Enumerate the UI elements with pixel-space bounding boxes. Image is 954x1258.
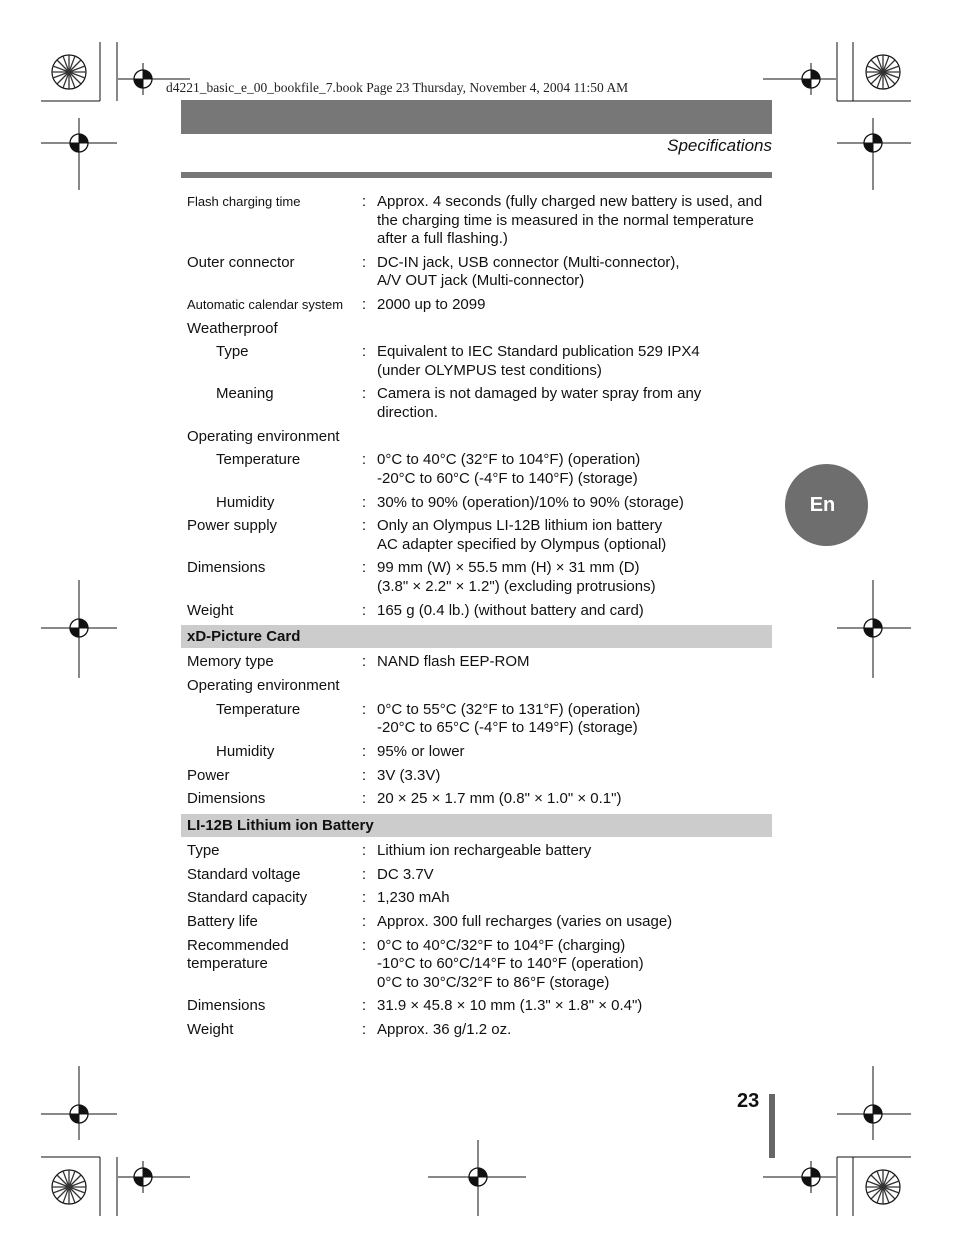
header-rule	[181, 172, 772, 178]
spec-row	[181, 937, 772, 998]
spec-value	[372, 451, 772, 488]
spec-row	[181, 517, 772, 559]
spec-value-line: Only an Olympus LI-12B lithium ion battery	[377, 517, 663, 535]
spec-value	[372, 602, 772, 621]
spec-value-line: Equivalent to IEC Standard publication 529 IPX4	[377, 343, 700, 361]
spec-row	[181, 343, 772, 385]
spec-colon: :	[361, 343, 367, 361]
spec-value-line: (3.8" × 2.2" × 1.2") (excluding protrusions)	[377, 577, 656, 595]
spec-label: Weight	[187, 1021, 234, 1038]
spec-colon: :	[361, 653, 367, 671]
spec-row	[181, 767, 772, 791]
spec-value-line: A/V OUT jack (Multi-connector)	[377, 272, 585, 290]
spec-label: Humidity	[216, 742, 275, 760]
spec-value	[372, 494, 772, 513]
spec-value-line: 0°C to 55°C (32°F to 131°F) (operation)	[377, 700, 641, 718]
section-header-xd-picture-card: xD-Picture Card	[181, 625, 772, 648]
spec-value-line: 95% or lower	[377, 742, 465, 760]
spec-row	[181, 913, 772, 937]
spec-colon: :	[361, 559, 367, 577]
spec-row	[181, 790, 772, 814]
spec-group-camera	[181, 193, 772, 625]
spec-value-line: the charging time is measured in the normal temperature	[377, 211, 754, 229]
spec-value-line: 0°C to 40°C/32°F to 104°F (charging)	[377, 936, 626, 954]
spec-value-line: AC adapter specified by Olympus (optional)	[377, 535, 667, 553]
spec-label: Automatic calendar system	[187, 296, 344, 312]
spec-colon: :	[361, 700, 367, 718]
spec-value-line: direction.	[377, 403, 438, 421]
spec-label: Operating environment	[187, 676, 340, 694]
spec-group-battery	[181, 842, 772, 1045]
spec-row	[181, 451, 772, 493]
page-number: 23	[737, 1090, 760, 1112]
bookfile-info: d4221_basic_e_00_bookfile_7.book Page 23 Thursday, November 4, 2004 11:50 AM	[166, 80, 629, 95]
spec-row	[181, 296, 772, 320]
spec-value-line: Camera is not damaged by water spray from any	[377, 385, 702, 403]
spec-value	[372, 385, 772, 422]
spec-label: Outer connector	[187, 253, 295, 271]
spec-value-line: -20°C to 60°C (-4°F to 140°F) (storage)	[377, 469, 638, 487]
spec-label: Temperature	[216, 700, 301, 718]
spec-label: Battery life	[187, 912, 258, 930]
spec-value	[372, 866, 772, 885]
spec-colon: :	[361, 1021, 367, 1038]
spec-colon: :	[361, 865, 367, 883]
spec-row	[181, 997, 772, 1021]
spec-value-line: DC 3.7V	[377, 865, 434, 883]
spec-row	[181, 701, 772, 743]
spec-value	[372, 1021, 772, 1040]
spec-value	[372, 254, 772, 291]
spec-colon: :	[361, 766, 367, 784]
spec-value-line: 2000 up to 2099	[377, 295, 486, 313]
spec-label: Meaning	[216, 385, 274, 403]
spec-value-line: 165 g (0.4 lb.) (without battery and card)	[377, 601, 644, 619]
spec-colon: :	[361, 493, 367, 511]
spec-value	[372, 790, 772, 809]
spec-label: Weight	[187, 601, 234, 619]
section-title: Specifications	[667, 136, 772, 155]
spec-label: Humidity	[216, 493, 275, 511]
spec-colon: :	[361, 790, 367, 808]
spec-row	[181, 385, 772, 427]
spec-value	[372, 937, 772, 993]
spec-group-xd	[181, 653, 772, 814]
spec-label: Flash charging time	[187, 194, 301, 209]
spec-row	[181, 193, 772, 254]
spec-colon: :	[361, 936, 367, 954]
spec-value	[372, 842, 772, 861]
spec-row	[181, 428, 772, 452]
spec-value	[372, 701, 772, 738]
spec-colon: :	[361, 912, 367, 930]
spec-value	[372, 889, 772, 908]
spec-label: Dimensions	[187, 559, 266, 577]
spec-label: Recommended temperature	[187, 936, 289, 973]
spec-label: Standard capacity	[187, 889, 308, 907]
spec-colon: :	[361, 997, 367, 1015]
spec-value	[372, 767, 772, 786]
spec-colon: :	[361, 742, 367, 760]
spec-row	[181, 889, 772, 913]
spec-value	[372, 296, 772, 315]
spec-value-line: after a full flashing.)	[377, 230, 508, 247]
spec-value-line: 30% to 90% (operation)/10% to 90% (storage)	[377, 493, 684, 511]
spec-row	[181, 743, 772, 767]
spec-colon: :	[361, 517, 367, 535]
spec-value-line: -20°C to 65°C (-4°F to 149°F) (storage)	[377, 719, 638, 737]
spec-label: Dimensions	[187, 790, 266, 808]
spec-value-line: -10°C to 60°C/14°F to 140°F (operation)	[377, 955, 644, 973]
spec-value	[372, 343, 772, 380]
spec-value-line: Approx. 36 g/1.2 oz.	[377, 1021, 512, 1038]
spec-label: Type	[216, 343, 249, 361]
spec-value	[372, 193, 772, 249]
spec-label: Operating environment	[187, 427, 340, 445]
spec-colon: :	[361, 889, 367, 907]
spec-label: Dimensions	[187, 997, 266, 1015]
language-tab-label: En	[809, 493, 836, 516]
spec-value-line: 1,230 mAh	[377, 889, 450, 907]
spec-value-line: 3V (3.3V)	[377, 766, 441, 784]
spec-value	[372, 559, 772, 596]
page-number-bar	[769, 1094, 775, 1158]
spec-value	[372, 997, 772, 1016]
spec-colon: :	[361, 841, 367, 859]
spec-colon: :	[361, 385, 367, 403]
spec-value-line: (under OLYMPUS test conditions)	[377, 361, 602, 379]
spec-table	[181, 193, 772, 1045]
spec-label: Memory type	[187, 653, 274, 671]
spec-row	[181, 559, 772, 601]
spec-value	[372, 913, 772, 932]
spec-colon: :	[361, 601, 367, 619]
spec-colon: :	[361, 253, 367, 271]
language-tab	[785, 464, 868, 546]
spec-value-line: 0°C to 40°C (32°F to 104°F) (operation)	[377, 451, 641, 469]
spec-colon: :	[361, 451, 367, 469]
header-bar	[181, 100, 772, 134]
spec-label: Type	[187, 841, 220, 859]
spec-row	[181, 842, 772, 866]
spec-value-line: Approx. 4 seconds (fully charged new battery is used, and	[377, 193, 763, 210]
spec-value-line: NAND flash EEP-ROM	[377, 653, 530, 671]
spec-value-line: DC-IN jack, USB connector (Multi-connector),	[377, 253, 680, 271]
section-header-battery: LI-12B Lithium ion Battery	[181, 814, 772, 837]
spec-value-line: Approx. 300 full recharges (varies on usage)	[377, 912, 673, 930]
spec-label: Power supply	[187, 517, 278, 535]
spec-value	[372, 517, 772, 554]
spec-row	[181, 320, 772, 344]
spec-value	[372, 653, 772, 672]
spec-label: Temperature	[216, 451, 301, 469]
spec-row	[181, 602, 772, 626]
spec-label: Power	[187, 766, 230, 784]
spec-row	[181, 653, 772, 677]
spec-value-line: 31.9 × 45.8 × 10 mm (1.3" × 1.8" × 0.4")	[377, 997, 643, 1015]
spec-value-line: 99 mm (W) × 55.5 mm (H) × 31 mm (D)	[377, 559, 640, 577]
spec-row	[181, 866, 772, 890]
spec-label: Weatherproof	[187, 319, 278, 337]
spec-value-line: 0°C to 30°C/32°F to 86°F (storage)	[377, 973, 610, 991]
spec-value	[372, 743, 772, 762]
spec-label: Standard voltage	[187, 865, 301, 883]
spec-row	[181, 677, 772, 701]
spec-value-line: 20 × 25 × 1.7 mm (0.8" × 1.0" × 0.1")	[377, 790, 622, 808]
spec-colon: :	[361, 295, 367, 313]
spec-row	[181, 254, 772, 296]
spec-row	[181, 1021, 772, 1045]
spec-value-line: Lithium ion rechargeable battery	[377, 841, 592, 859]
spec-row	[181, 494, 772, 518]
spec-colon: :	[361, 193, 367, 210]
